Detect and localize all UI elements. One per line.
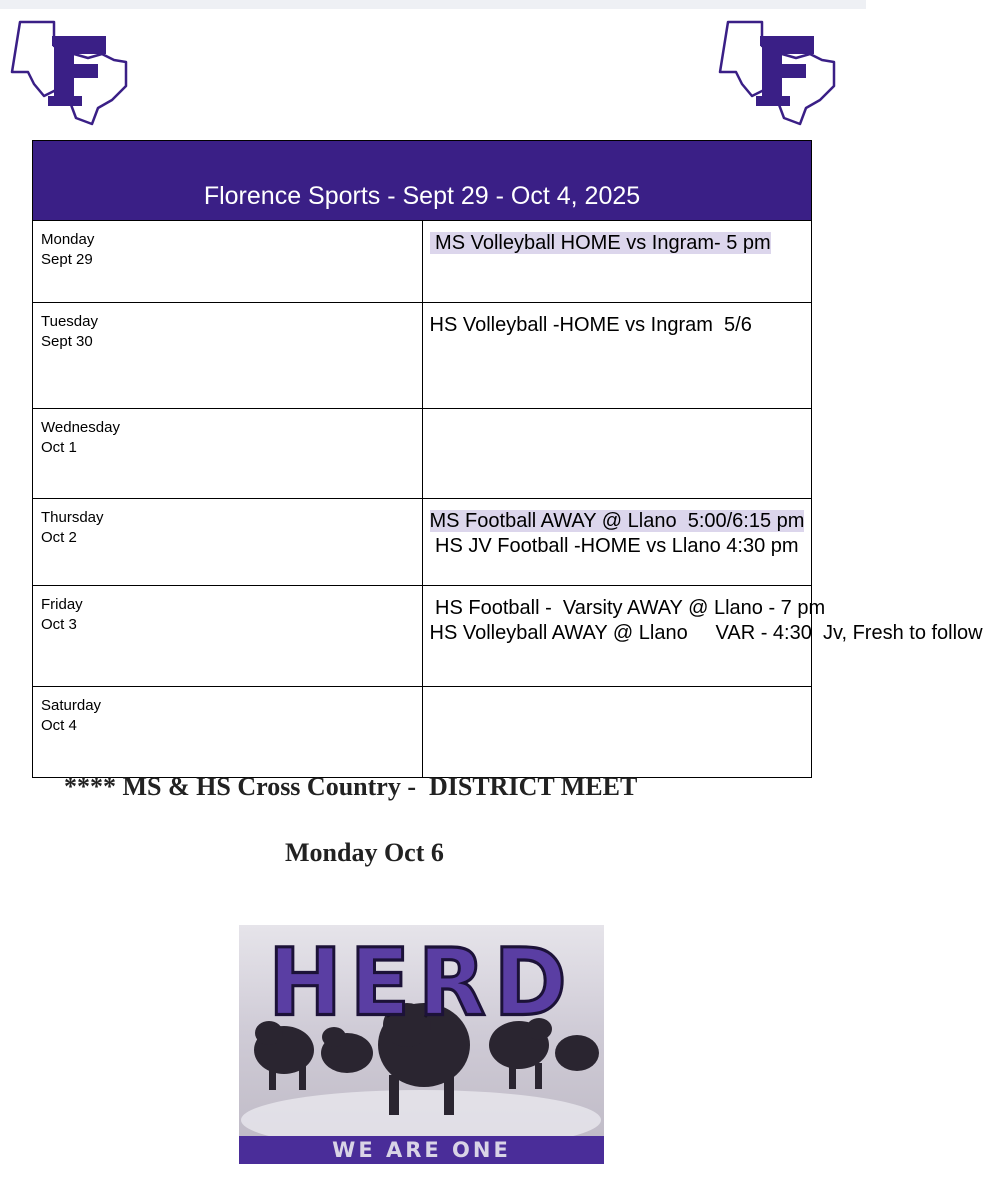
day-date: Oct 2 [41, 529, 77, 546]
day-cell [33, 409, 423, 499]
events-cell [422, 687, 812, 778]
table-row [33, 409, 812, 499]
table-row [33, 687, 812, 778]
event-line: HS Volleyball AWAY @ Llano VAR - 4:30 Jv, Fresh to follow [429, 622, 983, 644]
texas-f-logo-right [716, 14, 840, 134]
day-name: Friday [41, 596, 83, 613]
day-date: Oct 1 [41, 439, 77, 456]
sports-schedule-table [32, 140, 983, 778]
event-line: MS Football AWAY @ Llano 5:00/6:15 pm [429, 510, 805, 532]
day-name: Saturday [41, 697, 102, 714]
events-cell [422, 499, 812, 586]
day-cell [33, 586, 423, 687]
day-name: Tuesday [41, 313, 98, 330]
day-date: Oct 3 [41, 616, 77, 633]
poster-title: HERD [268, 928, 575, 1037]
table-row [33, 221, 812, 303]
texas-f-logo-left [8, 14, 132, 134]
top-bar [0, 0, 866, 9]
event-line: HS Volleyball -HOME vs Ingram 5/6 [429, 314, 752, 336]
day-date: Sept 30 [41, 333, 93, 350]
day-cell [33, 687, 423, 778]
events-cell [422, 303, 812, 409]
events-cell [422, 409, 812, 499]
day-cell [33, 499, 423, 586]
day-date: Sept 29 [41, 251, 93, 268]
event-line: MS Volleyball HOME vs Ingram- 5 pm [429, 232, 771, 254]
table-row [33, 586, 812, 687]
table-row [33, 303, 812, 409]
herd-poster-image [239, 925, 604, 1164]
event-line: HS Football - Varsity AWAY @ Llano - 7 pm [429, 597, 826, 619]
events-cell [422, 586, 983, 687]
cross-country-date: Monday Oct 6 [285, 838, 444, 867]
day-name: Wednesday [41, 419, 120, 436]
event-line: HS JV Football -HOME vs Llano 4:30 pm [429, 535, 799, 557]
events-cell [422, 221, 812, 303]
schedule-title: Florence Sports - Sept 29 - Oct 4, 2025 [33, 141, 812, 221]
day-cell [33, 303, 423, 409]
poster-tagline: WE ARE ONE [239, 1136, 604, 1164]
day-cell [33, 221, 423, 303]
table-row [33, 499, 812, 586]
day-name: Thursday [41, 509, 104, 526]
day-name: Monday [41, 231, 95, 248]
cross-country-notice: **** MS & HS Cross Country - DISTRICT MEET [64, 772, 638, 801]
day-date: Oct 4 [41, 717, 77, 734]
